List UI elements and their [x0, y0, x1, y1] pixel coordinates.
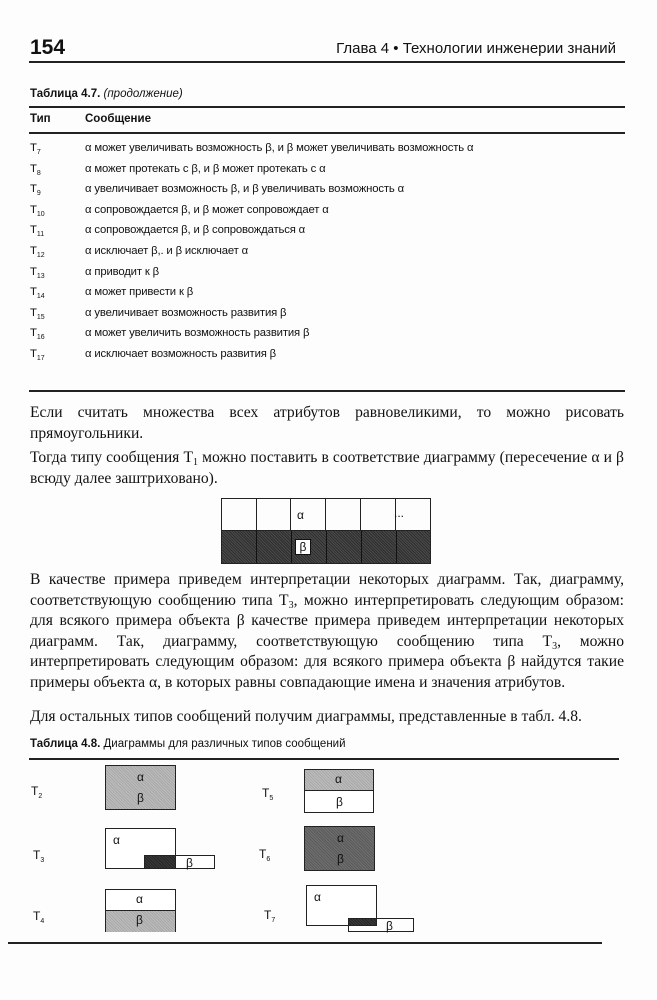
type-label	[33, 848, 44, 864]
type-subscript: 4	[40, 918, 45, 925]
table-4-8-caption-label: Таблица 4.8.	[30, 738, 101, 750]
diagram-cell	[222, 499, 257, 530]
t2-diagram	[105, 765, 176, 810]
table-row	[0, 204, 657, 225]
paragraph: Если считать множества всех атрибутов равновеликими, то можно рисовать прямоугольники.	[30, 404, 624, 442]
type-cell	[30, 224, 44, 238]
message-cell: α исключает возможность развития β	[85, 348, 277, 360]
beta-label: β	[337, 852, 344, 866]
paragraph-text: можно поставить в соответствие диаграмму (пересечение α и β всюду далее заштриховано).	[30, 449, 624, 487]
type-cell	[30, 183, 41, 197]
beta-label: β	[137, 791, 144, 805]
type-subscript: 8	[36, 169, 41, 177]
alpha-label: α	[136, 892, 143, 906]
type-cell	[30, 327, 45, 341]
alpha-label: α	[113, 833, 120, 847]
header-rule	[29, 61, 625, 63]
type-letter: T	[31, 784, 39, 798]
table-rule-bottom	[29, 390, 625, 392]
type-letter: T	[33, 848, 41, 862]
type-subscript: 7	[271, 917, 276, 924]
table-row	[0, 142, 657, 163]
t3-beta-box	[175, 855, 215, 869]
t3-intersection	[144, 855, 176, 869]
diagram-cell-line	[361, 531, 362, 563]
beta-label: β	[136, 913, 143, 927]
type-cell	[30, 163, 41, 177]
paragraph-text: , можно интерпретировать следующим образом: для всякого примера объекта β качестве примера приведем интерпретации некоторых диаграмм. Так, диаграмму, соответствующую сообщению типа T	[30, 591, 624, 650]
type-letter: T	[30, 224, 37, 237]
type-subscript: 7	[36, 149, 41, 156]
type-subscript: 14	[36, 293, 45, 301]
type-cell	[30, 204, 45, 218]
t5-diagram	[304, 769, 374, 813]
alpha-label: α	[137, 770, 144, 784]
table-4-7-caption-note: (продолжение)	[103, 88, 183, 100]
beta-label: β	[295, 539, 311, 555]
t6-diagram	[304, 826, 375, 871]
type-subscript: 6	[266, 856, 271, 863]
type-cell	[30, 307, 45, 321]
paragraph	[30, 448, 624, 489]
table-4-8-caption-text: Диаграммы для различных типов сообщений	[103, 738, 346, 750]
type-letter: T	[30, 265, 37, 278]
type-cell	[30, 245, 45, 259]
table-row	[0, 327, 657, 348]
type-subscript: 13	[36, 272, 45, 280]
beta-label: β	[186, 856, 193, 870]
alpha-label: α	[337, 831, 344, 845]
type-subscript: 17	[36, 355, 45, 362]
diagram-cell	[256, 499, 291, 530]
type-letter: T	[262, 786, 270, 800]
alpha-label: α	[314, 890, 321, 904]
running-head: Глава 4 • Технологии инженерии знаний	[336, 40, 616, 57]
table-row	[0, 163, 657, 184]
type-letter: T	[30, 306, 37, 319]
message-cell: α приводит к β	[85, 265, 159, 278]
beta-shaded-row	[222, 531, 430, 563]
type-cell	[30, 286, 45, 300]
type-label	[259, 847, 270, 863]
type-letter: T	[30, 327, 37, 340]
t1-diagram	[221, 498, 431, 564]
diagram-cell-line	[256, 531, 257, 563]
message-cell: α может увеличивать возможность β, и β может увеличивать возможность α	[85, 142, 474, 154]
paragraph-text: , можно интерпретировать следующим образом: для всякого примера объекта β найдутся такие примеры объекта α, в которых равны совпадающие имена и значения атрибутов.	[30, 632, 624, 691]
type-letter: T	[30, 162, 37, 175]
table-row	[0, 286, 657, 307]
paragraph: Для остальных типов сообщений получим диаграммы, представленные в табл. 4.8.	[30, 708, 582, 725]
t4-diagram	[105, 889, 176, 932]
type-subscript: 10	[36, 210, 45, 218]
type-subscript: 16	[36, 334, 45, 342]
message-cell: α может протекать с β, и β может протекать с α	[85, 162, 326, 175]
diagram-cell	[361, 499, 396, 530]
alpha-shaded-area	[305, 770, 373, 791]
type-subscript: 15	[36, 313, 45, 321]
type-subscript: 11	[36, 231, 45, 239]
message-cell: α увеличивает возможность развития β	[85, 306, 287, 319]
type-cell	[30, 266, 45, 280]
message-cell: α сопровождается β, и β сопровождаться α	[85, 224, 306, 237]
type-subscript: 2	[38, 793, 43, 800]
beta-label: β	[386, 919, 393, 933]
type-subscript: 5	[269, 795, 274, 802]
bottom-rule	[8, 942, 602, 944]
type-subscript: 3	[40, 857, 45, 864]
diagram-cell-line	[291, 531, 292, 563]
beta-label: β	[336, 795, 343, 809]
page-number: 154	[30, 36, 66, 59]
type-letter: T	[30, 286, 37, 299]
type-letter: T	[30, 142, 37, 154]
type-letter: T	[259, 847, 267, 861]
table-row	[0, 245, 657, 266]
message-cell: α сопровождается β, и β может сопровождает α	[85, 203, 329, 216]
column-header-message: Сообщение	[85, 113, 151, 125]
t7-beta-box	[348, 918, 414, 932]
type-label	[264, 908, 275, 924]
type-letter: T	[30, 245, 37, 257]
paragraph-text: В качестве примера приведем интерпретации некоторых диаграмм. Так, диаграмму, соответствующую сообщению типа T	[30, 571, 624, 609]
message-cell: α исключает β,. и β исключает α	[85, 245, 249, 257]
type-cell	[30, 348, 45, 362]
type-letter: T	[264, 908, 272, 922]
table-row	[0, 266, 657, 287]
subscript: 1	[192, 457, 198, 468]
diagram-cell-line	[326, 531, 327, 563]
type-letter: T	[30, 183, 37, 196]
table-4-7-caption	[30, 88, 183, 100]
paragraph-text: Тогда типу сообщения T	[30, 449, 193, 466]
type-subscript: 12	[36, 252, 45, 259]
table-row	[0, 183, 657, 204]
message-cell: α может привести к β	[85, 286, 194, 299]
type-label	[33, 909, 44, 925]
table-rule-header	[29, 132, 625, 134]
type-letter: T	[30, 348, 37, 360]
ellipsis-label: ...	[394, 506, 405, 520]
column-header-type: Тип	[30, 113, 51, 125]
message-cell: α может увеличить возможность развития β	[85, 327, 310, 340]
table-row	[0, 224, 657, 245]
table-rule-top	[29, 106, 625, 108]
alpha-label: α	[297, 508, 304, 522]
paragraph	[30, 570, 624, 693]
table-4-8-caption	[30, 738, 346, 750]
table-row	[0, 348, 657, 369]
beta-shaded-area	[106, 910, 175, 932]
type-label	[262, 786, 273, 802]
subscript: 3	[552, 640, 558, 652]
type-letter: T	[33, 909, 41, 923]
type-subscript: 9	[36, 190, 41, 198]
type-label	[31, 784, 42, 800]
type-letter: T	[30, 203, 37, 216]
message-cell: α увеличивает возможность β, и β увеличивать возможность α	[85, 183, 405, 196]
table-rule-top	[29, 758, 619, 760]
table-4-7-caption-label: Таблица 4.7.	[30, 88, 101, 100]
alpha-label: α	[335, 772, 342, 786]
diagram-cell-line	[396, 531, 397, 563]
type-cell	[30, 142, 41, 156]
diagram-cell	[326, 499, 361, 530]
table-row	[0, 307, 657, 328]
subscript: 3	[288, 599, 294, 611]
